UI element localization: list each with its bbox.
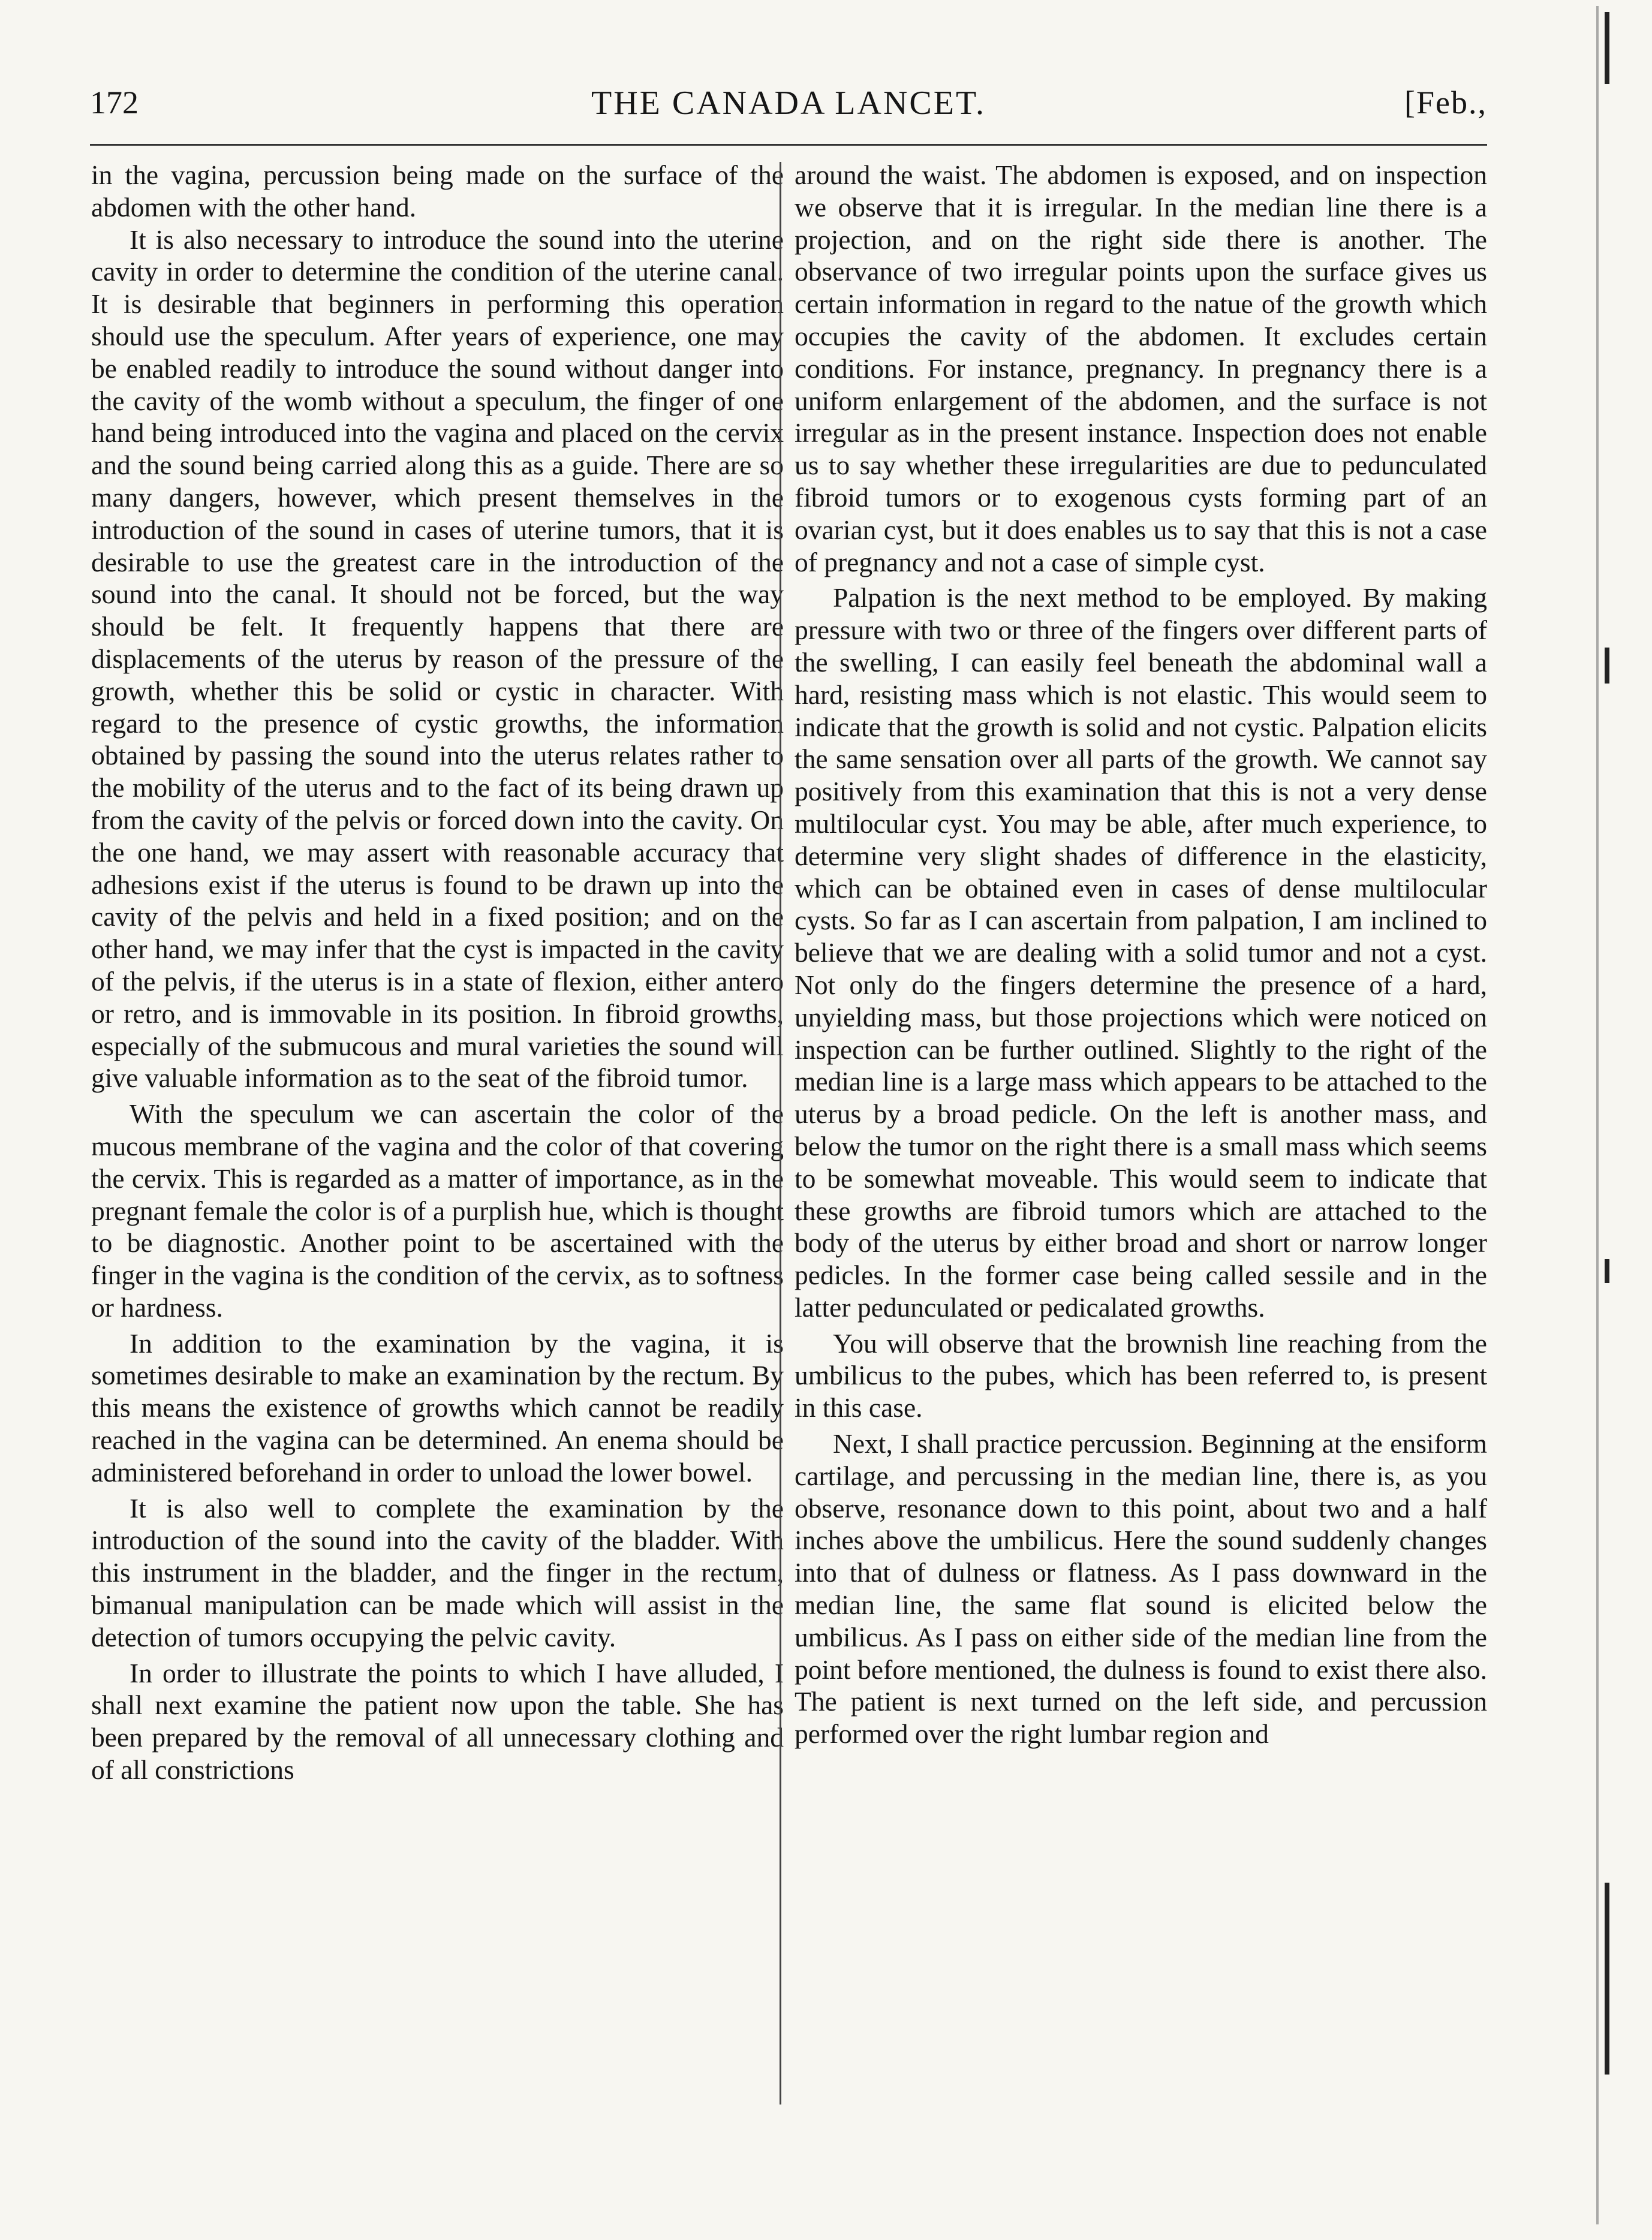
paragraph: In order to illustrate the points to which I have alluded, I shall next examine the patient now upon the table. She has been prepared by the removal of all unnecessary clothing and of all constrictions — [91, 1657, 784, 1786]
paragraph: Next, I shall practice percussion. Beginning at the ensiform cartilage, and percussing in the median line, there is, as you observe, resonance down to this point, about two and a half inches above the umbilicus. Here the sound suddenly changes into that of dulness or flatness. As I pass downward in the median line, the same flat sound is elicited below the umbilicus. As I pass on either side of the median line from the point before mentioned, the dulness is found to exist there also. The patient is next turned on the left side, and percussion performed over the right lumbar region and — [795, 1428, 1487, 1750]
left-column — [91, 159, 784, 1786]
page-number: 172 — [90, 85, 139, 121]
paragraph: You will observe that the brownish line reaching from the umbilicus to the pubes, which has been referred to, is present in this case. — [795, 1327, 1487, 1423]
column-rule — [780, 162, 781, 2104]
paragraph: It is also necessary to introduce the sound into the uterine cavity in order to determine the condition of the uterine canal. It is desirable that beginners in performing this operation should use the speculum. After years of experience, one may be enabled readily to introduce the sound without danger into the cavity of the womb without a speculum, the finger of one hand being introduced into the vagina and placed on the cervix and the sound being carried along this as a guide. There are so many dangers, however, which present themselves in the introduction of the sound in cases of uterine tumors, that it is desirable to use the greatest care in the introduction of the sound into the canal. It should not be forced, but the way should be felt. It frequently happens that there are displacements of the uterus by reason of the pressure of the growth, whether this be solid or cystic in character. With regard to the presence of cystic growths, the information obtained by passing the sound into the uterus relates rather to the mobility of the uterus and to the fact of its being drawn up from the cavity of the pelvis or forced down into the cavity. On the one hand, we may assert with reasonable accuracy that adhesions exist if the uterus is found to be drawn up into the cavity of the pelvis and held in a fixed position; and on the other hand, we may infer that the cyst is impacted in the cavity of the pelvis, if the uterus is in a state of flexion, either antero or retro, and is immovable in its position. In fibroid growths, especially of the submucous and mural varieties the sound will give valuable information as to the seat of the fibroid tumor. — [91, 224, 784, 1094]
issue-month: [Feb., — [1404, 85, 1487, 121]
paragraph: Palpation is the next method to be employed. By making pressure with two or three of the fingers over different parts of the swelling, I can easily feel beneath the abdominal wall a hard, resisting mass which is not elastic. This would seem to indicate that the growth is solid and not cystic. Palpation elicits the same sensation over all parts of the growth. We cannot say positively from this examination that this is not a very dense multilocular cyst. You may be able, after much experience, to determine very slight shades of difference in the elasticity, which can be obtained even in cases of dense multilocular cysts. So far as I can ascertain from palpation, I am inclined to believe that we are dealing with a solid tumor and not a cyst. Not only do the fingers determine the presence of a hard, unyielding mass, but those projections which were noticed on inspection can be further outlined. Slightly to the right of the median line is a large mass which appears to be attached to the uterus by a broad pedicle. On the left is another mass, and below the tumor on the right there is a small mass which seems to be somewhat moveable. This would seem to indicate that these growths are fibroid tumors which are attached to the body of the uterus by either broad and short or narrow longer pedicles. In the former case being called sessile and in the latter pedunculated or pedicalated growths. — [795, 582, 1487, 1323]
paragraph: around the waist. The abdomen is exposed, and on inspection we observe that it is irregular. In the median line there is a projection, and on the right side there is another. The observance of two irregular points upon the surface gives us certain information in regard to the natue of the growth which occupies the cavity of the abdomen. It excludes certain conditions. For instance, pregnancy. In pregnancy there is a uniform enlargement of the abdomen, and the surface is not irregular as in the present instance. Inspection does not enable us to say whether these irregularities are due to pedunculated fibroid tumors or to exogenous cysts forming part of an ovarian cyst, but it does enables us to say that this is not a case of pregnancy and not a case of simple cyst. — [795, 159, 1487, 577]
paragraph: in the vagina, percussion being made on the surface of the abdomen with the other hand. — [91, 159, 784, 222]
paragraph: In addition to the examination by the vagina, it is sometimes desirable to make an examination by the rectum. By this means the existence of growths which cannot be readily reached in the vagina can be determined. An enema should be administered beforehand in order to unload the lower bowel. — [91, 1327, 784, 1488]
page-binding-edge — [1588, 0, 1615, 2240]
right-column — [795, 159, 1487, 1750]
header-rule — [90, 144, 1487, 146]
journal-title: THE CANADA LANCET. — [591, 85, 986, 122]
paragraph: It is also well to complete the examination by the introduction of the sound into the cavity of the bladder. With this instrument in the bladder, and the finger in the rectum, bimanual manipulation can be made which will assist in the detection of tumors occupying the pelvic cavity. — [91, 1492, 784, 1652]
page-header — [90, 84, 1487, 138]
paragraph: With the speculum we can ascertain the color of the mucous membrane of the vagina and the color of that covering the cervix. This is regarded as a matter of importance, as in the pregnant female the color is of a purplish hue, which is thought to be diagnostic. Another point to be ascertained with the finger in the vagina is the condition of the cervix, as to softness or hardness. — [91, 1098, 784, 1323]
